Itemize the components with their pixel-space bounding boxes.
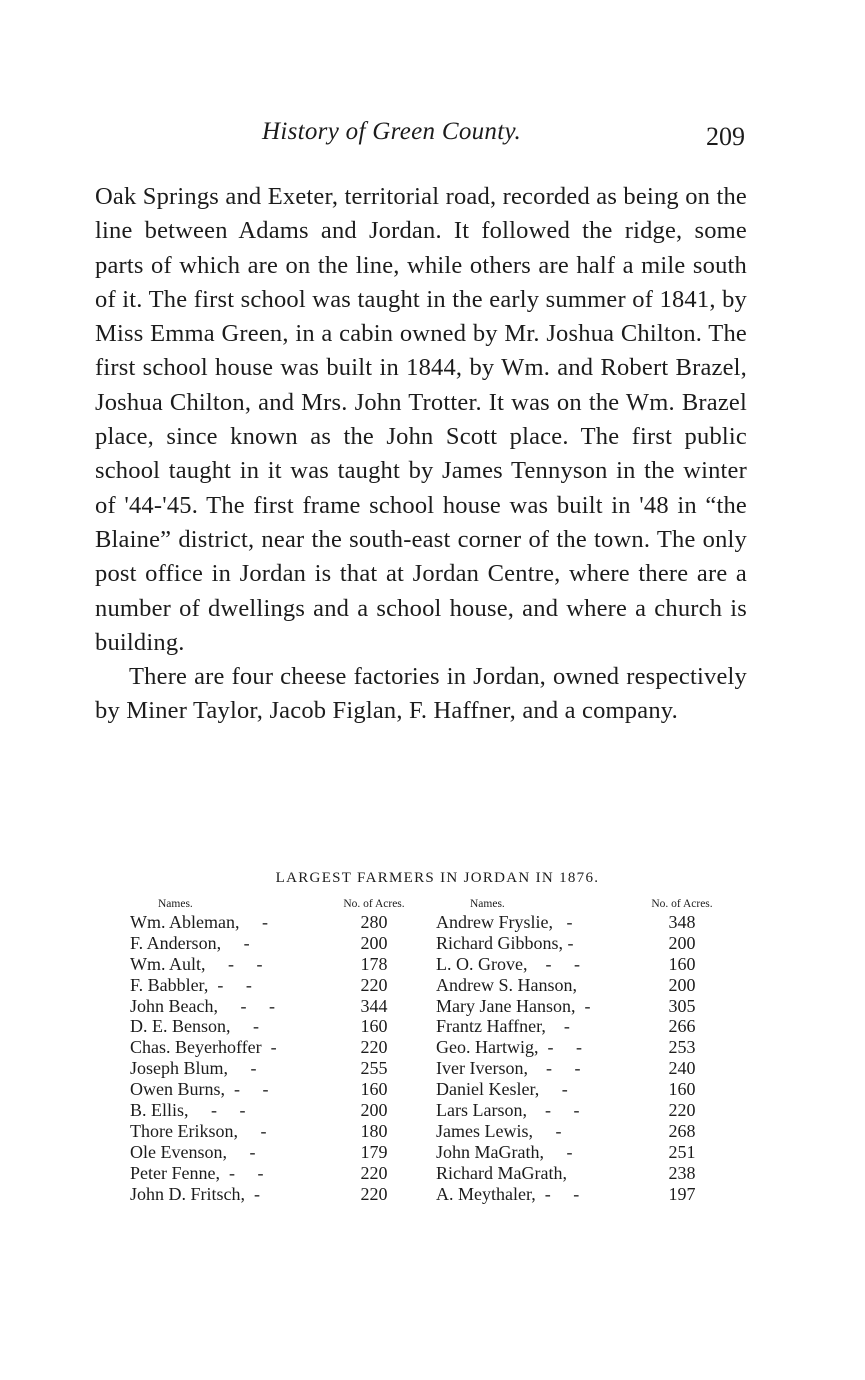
running-title: History of Green County.	[262, 118, 522, 145]
name-right-cell: Andrew S. Hanson,	[436, 974, 577, 995]
name-left-cell: Joseph Blum, -	[130, 1058, 257, 1079]
acres-left-cell: 220	[360, 1183, 388, 1204]
acres-right-cell: 197	[668, 1183, 696, 1204]
acres-right-cell: 268	[668, 1120, 696, 1141]
acres-left-cell: 344	[360, 995, 388, 1016]
table-title: LARGEST FARMERS IN JORDAN IN 1876.	[275, 870, 600, 886]
table-row	[124, 1058, 734, 1079]
header-acres-left: No. of Acres.	[343, 898, 405, 910]
table-row	[124, 1037, 734, 1058]
acres-left-cell: 160	[360, 1016, 388, 1037]
acres-right-cell: 220	[668, 1100, 696, 1121]
acres-right-cell: 253	[668, 1037, 696, 1058]
acres-right-cell: 348	[668, 912, 696, 932]
name-right-cell: James Lewis, -	[436, 1120, 562, 1141]
table-row	[124, 975, 734, 996]
table-row	[124, 1184, 734, 1205]
acres-right-cell: 160	[668, 953, 696, 974]
paragraph-2: There are four cheese factories in Jordan, owned respectively by Miner Taylor, Jacob Figlan, F. Haffner, and a company.	[95, 663, 747, 725]
name-right-cell: Mary Jane Hanson, -	[436, 995, 591, 1016]
acres-right-cell: 251	[668, 1141, 696, 1162]
header-names-right: Names.	[470, 898, 505, 910]
name-left-cell: Peter Fenne, - -	[130, 1162, 264, 1183]
table-row	[124, 1079, 734, 1100]
name-right-cell: Frantz Haffner, -	[436, 1016, 570, 1037]
paragraph-1: Oak Springs and Exeter, territorial road, recorded as being on the line between Adams and Jordan. It followed the ridge, some parts of which are on the line, while others are half a mile south of it. The first school was taught in the early summer of 1841, by Miss Emma Green, in a cabin owned by Mr. Joshua Chilton. The first school house was built in 1844, by Wm. and Robert Brazel, Joshua Chilton, and Mrs. John Trotter. It was on the Wm. Brazel place, since known as the John Scott place. The first public school taught in it was taught by James Tennyson in the winter of '44-'45. The first frame school house was built in '48 in “the Blaine” district, near the south-east corner of the town. The only post office in Jordan is that at Jordan Centre, where there are a number of dwellings and a school house, and where a church is building.	[95, 183, 747, 656]
acres-right-cell: 305	[668, 995, 696, 1016]
header-acres-right: No. of Acres.	[651, 898, 713, 910]
table-row	[124, 912, 734, 933]
acres-left-cell: 255	[360, 1058, 388, 1079]
table-row	[124, 1142, 734, 1163]
name-left-cell: Chas. Beyerhoffer -	[130, 1037, 277, 1058]
page-number: 209	[706, 122, 745, 151]
acres-right-cell: 160	[668, 1079, 696, 1100]
table-row	[124, 933, 734, 954]
header-names-left: Names.	[158, 898, 193, 910]
name-right-cell: Iver Iverson, - -	[436, 1058, 581, 1079]
name-left-cell: F. Babbler, - -	[130, 974, 252, 995]
name-right-cell: Richard MaGrath,	[436, 1162, 567, 1183]
acres-left-cell: 220	[360, 1037, 388, 1058]
name-right-cell: Geo. Hartwig, - -	[436, 1037, 582, 1058]
name-right-cell: John MaGrath, -	[436, 1141, 573, 1162]
name-left-cell: D. E. Benson, -	[130, 1016, 259, 1037]
farmers-table	[124, 898, 734, 1204]
table-header-row	[124, 898, 734, 912]
acres-left-cell: 179	[360, 1141, 388, 1162]
acres-left-cell: 160	[360, 1079, 388, 1100]
name-left-cell: Wm. Ault, - -	[130, 953, 263, 974]
name-right-cell: Andrew Fryslie, -	[436, 912, 573, 932]
acres-right-cell: 240	[668, 1058, 696, 1079]
acres-right-cell: 200	[668, 974, 696, 995]
table-row	[124, 1163, 734, 1184]
name-left-cell: John Beach, - -	[130, 995, 275, 1016]
name-right-cell: L. O. Grove, - -	[436, 953, 580, 974]
name-left-cell: B. Ellis, - -	[130, 1100, 246, 1121]
name-right-cell: Lars Larson, - -	[436, 1100, 580, 1121]
table-row	[124, 1100, 734, 1121]
name-left-cell: Wm. Ableman, -	[130, 912, 268, 932]
acres-left-cell: 178	[360, 953, 388, 974]
table-row	[124, 996, 734, 1017]
name-left-cell: Ole Evenson, -	[130, 1141, 256, 1162]
table-row	[124, 1016, 734, 1037]
page-header	[0, 118, 865, 158]
name-left-cell: John D. Fritsch, -	[130, 1183, 260, 1204]
name-right-cell: Richard Gibbons, -	[436, 932, 574, 953]
acres-left-cell: 220	[360, 1162, 388, 1183]
acres-right-cell: 200	[668, 932, 696, 953]
acres-left-cell: 180	[360, 1120, 388, 1141]
acres-right-cell: 238	[668, 1162, 696, 1183]
name-left-cell: Owen Burns, - -	[130, 1079, 269, 1100]
acres-left-cell: 280	[360, 912, 388, 932]
name-left-cell: Thore Erikson, -	[130, 1120, 267, 1141]
table-row	[124, 1121, 734, 1142]
acres-left-cell: 200	[360, 1100, 388, 1121]
table-row	[124, 954, 734, 975]
table-body	[124, 912, 734, 1204]
acres-right-cell: 266	[668, 1016, 696, 1037]
acres-left-cell: 220	[360, 974, 388, 995]
name-right-cell: Daniel Kesler, -	[436, 1079, 568, 1100]
name-left-cell: F. Anderson, -	[130, 932, 250, 953]
name-right-cell: A. Meythaler, - -	[436, 1183, 580, 1204]
body-text	[95, 180, 747, 729]
acres-left-cell: 200	[360, 932, 388, 953]
